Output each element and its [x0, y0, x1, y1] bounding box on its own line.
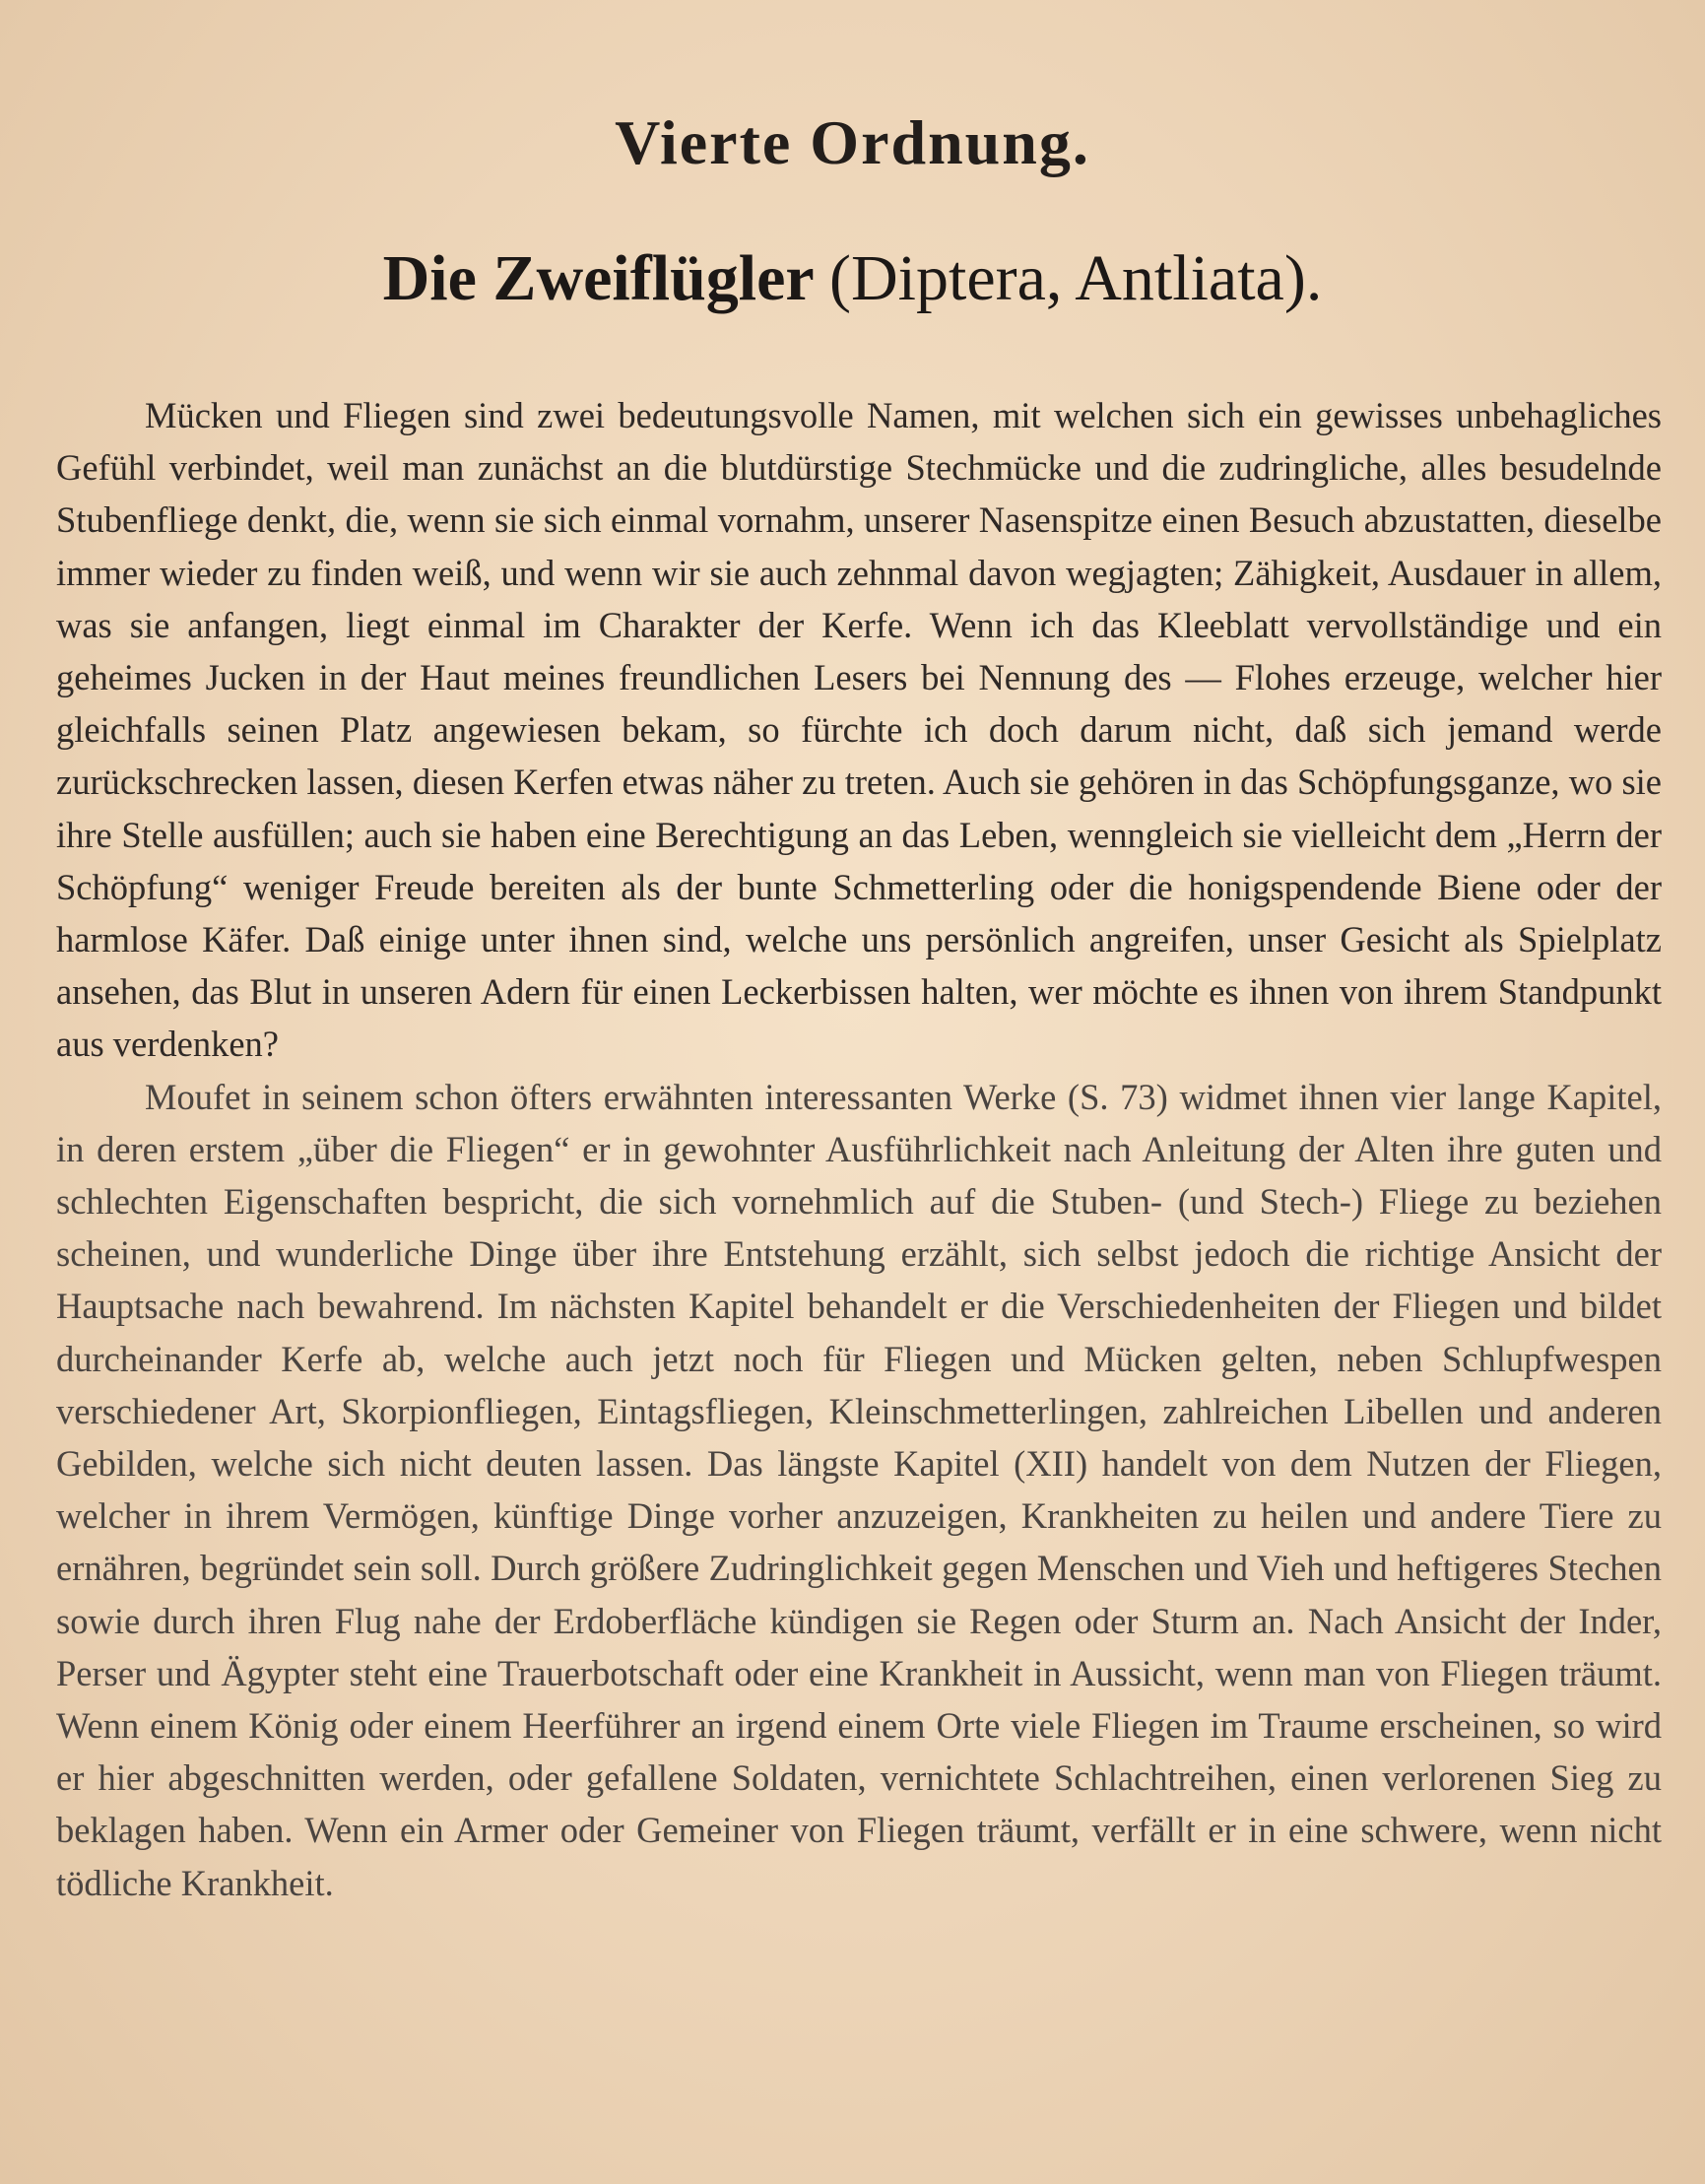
chapter-title-german: Die Zweiflügler — [382, 242, 814, 314]
order-heading: Vierte Ordnung. — [615, 107, 1090, 177]
body-text — [56, 389, 1662, 1909]
chapter-title-latin: (Diptera, Antliata). — [829, 242, 1323, 314]
chapter-title — [0, 241, 1705, 316]
paragraph-2: Moufet in seinem schon öfters erwähnten interessanten Werke (S. 73) widmet ihnen vier lange Kapitel, in deren erstem „über die Fliegen“ er in gewohnter Ausführlichkeit nach Anleitung der Alten ihre guten und schlechten Eigenschaften bespricht, die sich vornehmlich auf die Stuben- (und Stech-) Fliege zu beziehen scheinen, und wunderliche Dinge über ihre Entstehung erzählt, sich selbst jedoch die richtige Ansicht der Hauptsache nach bewahrend. Im nächsten Kapitel behandelt er die Verschiedenheiten der Fliegen und bildet durcheinander Kerfe ab, welche auch jetzt noch für Fliegen und Mücken gelten, neben Schlupfwespen verschiedener Art, Skorpionfliegen, Eintagsfliegen, Kleinschmetterlingen, zahlreichen Libellen und anderen Gebilden, welche sich nicht deuten lassen. Das längste Kapitel (XII) handelt von dem Nutzen der Fliegen, welcher in ihrem Vermögen, künftige Dinge vorher anzuzeigen, Krankheiten zu heilen und andere Tiere zu ernähren, begründet sein soll. Durch größere Zudringlichkeit gegen Menschen und Vieh und heftigeres Stechen sowie durch ihren Flug nahe der Erdoberfläche kündigen sie Regen oder Sturm an. Nach Ansicht der Inder, Perser und Ägypter steht eine Trauerbotschaft oder eine Krankheit in Aussicht, wenn man von Fliegen träumt. Wenn einem König oder einem Heerführer an irgend einem Orte viele Fliegen im Traume erscheinen, so wird er hier abgeschnitten werden, oder gefallene Soldaten, vernichtete Schlachtreihen, einen verlorenen Sieg zu beklagen haben. Wenn ein Armer oder Gemeiner von Fliegen träumt, verfällt er in eine schwere, wenn nicht tödliche Krankheit. — [56, 1076, 1662, 1903]
paragraph-1: Mücken und Fliegen sind zwei bedeutungsvolle Namen, mit welchen sich ein gewisses unbehagliches Gefühl verbindet, weil man zunächst an die blutdürstige Stechmücke und die zudringliche, alles besudelnde Stubenfliege denkt, die, wenn sie sich einmal vornahm, unserer Nasenspitze einen Besuch abzustatten, dieselbe immer wieder zu finden weiß, und wenn wir sie auch zehnmal davon wegjagten; Zähigkeit, Ausdauer in allem, was sie anfangen, liegt einmal im Charakter der Kerfe. Wenn ich das Kleeblatt vervollständige und ein geheimes Jucken in der Haut meines freundlichen Lesers bei Nennung des — Flohes erzeuge, welcher hier gleichfalls seinen Platz angewiesen bekam, so fürchte ich doch darum nicht, daß sich jemand werde zurückschrecken lassen, diesen Kerfen etwas näher zu treten. Auch sie gehören in das Schöpfungsganze, wo sie ihre Stelle ausfüllen; auch sie haben eine Berechtigung an das Leben, wenngleich sie vielleicht dem „Herrn der Schöpfung“ weniger Freude bereiten als der bunte Schmetterling oder die honigspendende Biene oder der harmlose Käfer. Daß einige unter ihnen sind, welche uns persönlich angreifen, unser Gesicht als Spielplatz ansehen, das Blut in unseren Adern für einen Leckerbissen halten, wer möchte es ihnen von ihrem Standpunkt aus verdenken? — [56, 395, 1662, 1065]
